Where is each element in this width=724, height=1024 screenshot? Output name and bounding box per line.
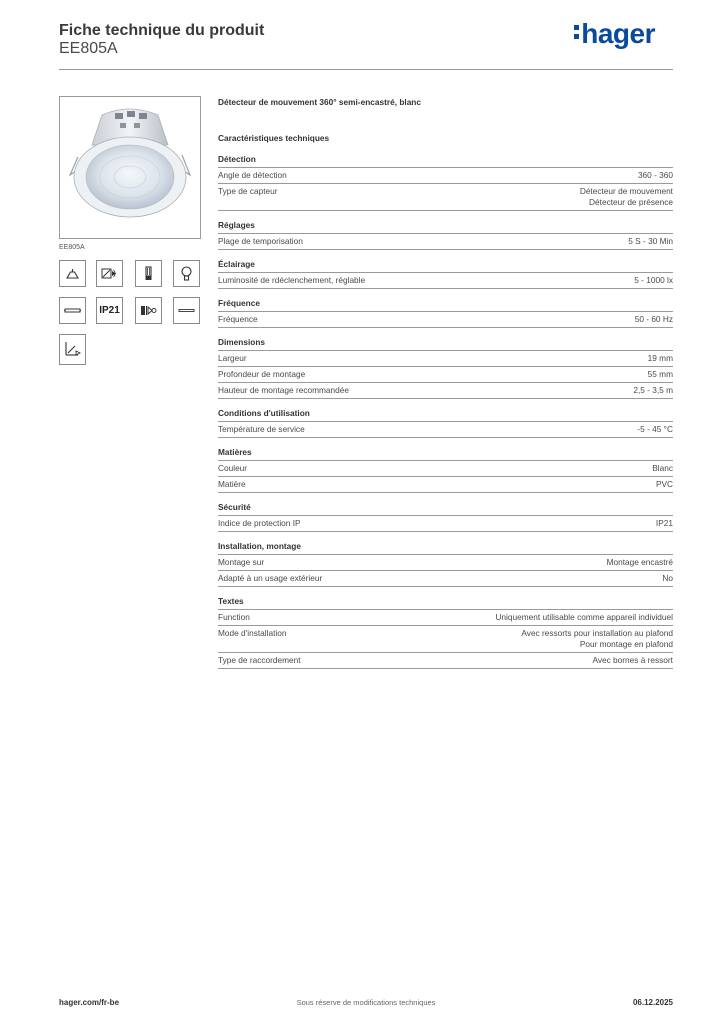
spec-label: Température de service (218, 424, 305, 434)
spec-row (218, 571, 673, 587)
spec-section (218, 596, 673, 669)
spec-value-line: 50 - 60 Hz (634, 314, 673, 324)
spec-label: Largeur (218, 353, 247, 363)
spec-section (218, 298, 673, 328)
spec-label: Type de raccordement (218, 655, 301, 665)
spec-value-line: 55 mm (647, 369, 673, 379)
spec-value (648, 353, 673, 364)
spec-label: Angle de détection (218, 170, 287, 180)
spec-value-line: 5 S - 30 Min (628, 236, 673, 246)
section-title: Fréquence (218, 298, 673, 312)
spec-value-line: 2,5 - 3,5 m (633, 385, 673, 395)
spec-value (592, 655, 673, 666)
spec-label: Profondeur de montage (218, 369, 306, 379)
spec-row (218, 351, 673, 367)
motion-presence-icon (96, 260, 123, 287)
section-title: Conditions d'utilisation (218, 408, 673, 422)
section-title: Textes (218, 596, 673, 610)
light-bulb-icon (173, 260, 200, 287)
spec-value (662, 573, 673, 584)
spec-label: Indice de protection IP (218, 518, 301, 528)
section-title: Dimensions (218, 337, 673, 351)
logo-dots-icon (574, 21, 579, 41)
spec-row (218, 234, 673, 250)
spec-row (218, 555, 673, 571)
spec-section (218, 502, 673, 532)
spec-label: Matière (218, 479, 246, 489)
spec-value-line: Détecteur de mouvement (579, 186, 673, 196)
lamp-icon (135, 260, 162, 287)
spec-value-line: PVC (655, 479, 673, 489)
spec-label: Couleur (218, 463, 248, 473)
spec-section (218, 337, 673, 399)
spec-heading: Caractéristiques techniques (218, 133, 330, 143)
spec-value-line: No (662, 573, 673, 583)
spec-label: Fréquence (218, 314, 258, 324)
spec-row (218, 610, 673, 626)
spec-value-line: 5 - 1000 lx (634, 275, 673, 285)
fluorescent-tube-icon (59, 297, 86, 324)
spec-value (656, 479, 673, 490)
spec-label: Adapté à un usage extérieur (218, 573, 323, 583)
spec-sheet (218, 96, 673, 669)
footer-date: 06.12.2025 (632, 998, 673, 1007)
hager-logo: hager (574, 18, 655, 50)
spec-value (637, 424, 673, 435)
spec-row (218, 461, 673, 477)
spec-label: Mode d'installation (218, 628, 287, 638)
spec-label: Type de capteur (218, 186, 278, 196)
spec-section (218, 259, 673, 289)
spec-row (218, 312, 673, 328)
spec-value (580, 186, 673, 208)
spec-row (218, 168, 673, 184)
spec-row (218, 383, 673, 399)
spec-value (633, 385, 673, 396)
spec-row (218, 273, 673, 289)
spec-row (218, 477, 673, 493)
motor-load-icon (59, 334, 86, 365)
page-header (59, 20, 673, 70)
spec-row (218, 367, 673, 383)
section-title: Matières (218, 447, 673, 461)
spec-value-line: Blanc (652, 463, 673, 473)
spec-row (218, 516, 673, 532)
spec-section (218, 447, 673, 493)
spec-label: Luminosité de rdéclenchement, réglable (218, 275, 366, 285)
spec-value-line: Pour montage en plafond (579, 639, 673, 649)
section-title: Éclairage (218, 259, 673, 273)
spec-value (638, 170, 673, 181)
spec-value-line: Avec ressorts pour installation au plafond (521, 628, 673, 638)
spec-section (218, 154, 673, 211)
spec-value (648, 369, 673, 380)
spec-value (495, 612, 673, 623)
spec-value (634, 275, 673, 286)
footer-website: hager.com/fr-be (59, 998, 120, 1007)
motion-detector-photo (60, 97, 200, 238)
product-description: Détecteur de mouvement 360° semi-encastré, blanc (218, 97, 421, 107)
section-title: Installation, montage (218, 541, 673, 555)
spec-value (635, 314, 673, 325)
spec-value-line: -5 - 45 °C (637, 424, 673, 434)
section-title: Réglages (218, 220, 673, 234)
spec-value-line: 19 mm (647, 353, 673, 363)
spec-value (521, 628, 673, 650)
spec-value (607, 557, 673, 568)
spec-value-line: Uniquement utilisable comme appareil individuel (495, 612, 673, 622)
spec-label: Hauteur de montage recommandée (218, 385, 349, 395)
image-caption: EE805A (59, 244, 85, 251)
document-title: Fiche technique du produit (59, 22, 265, 39)
product-code: EE805A (59, 40, 118, 57)
spec-label: Plage de temporisation (218, 236, 303, 246)
section-title: Détection (218, 154, 673, 168)
spec-sections (218, 154, 673, 669)
spec-value-line: Avec bornes à ressort (592, 655, 673, 665)
spec-section (218, 408, 673, 438)
spec-value (656, 518, 673, 529)
footer-disclaimer: Sous réserve de modifications techniques (296, 998, 436, 1007)
spec-section (218, 541, 673, 587)
spec-row (218, 422, 673, 438)
spec-section (218, 220, 673, 250)
spec-row (218, 626, 673, 653)
spec-value-line: Montage encastré (606, 557, 673, 567)
spec-label: Function (218, 612, 250, 622)
ceiling-mount-icon (59, 260, 86, 287)
led-icon (135, 297, 162, 324)
led-strip-icon (173, 297, 200, 324)
product-image (59, 96, 201, 239)
spec-value (652, 463, 673, 474)
spec-label: Montage sur (218, 557, 265, 567)
spec-value-line: Détecteur de présence (589, 197, 673, 207)
section-title: Sécurité (218, 502, 673, 516)
ip21-icon: IP21 (96, 297, 123, 324)
spec-value-line: 360 - 360 (637, 170, 673, 180)
spec-value-line: IP21 (655, 518, 673, 528)
spec-row (218, 184, 673, 211)
spec-row (218, 653, 673, 669)
spec-value (628, 236, 673, 247)
